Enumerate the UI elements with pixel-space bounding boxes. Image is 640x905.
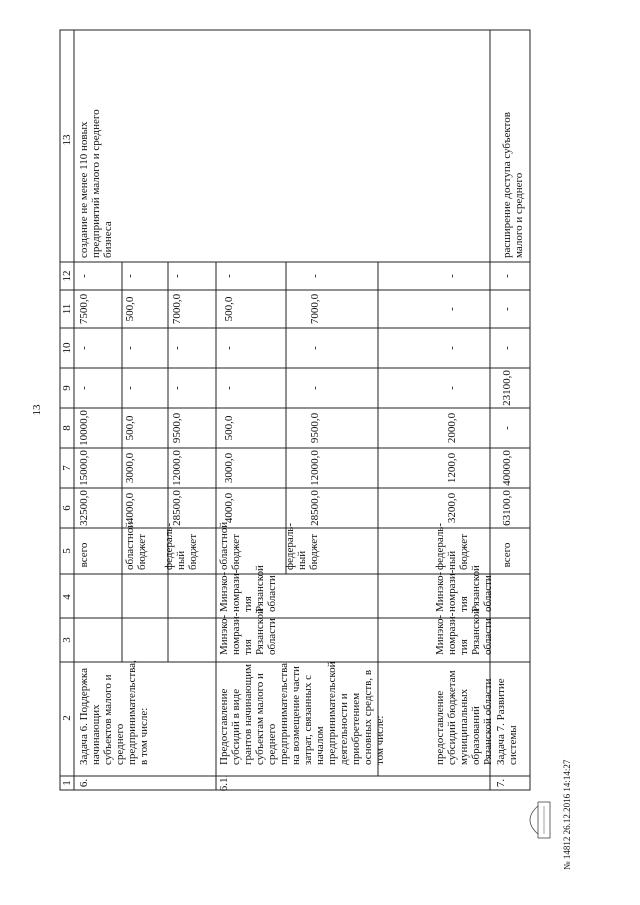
svg-text:Рязанской: Рязанской [254, 565, 266, 612]
col-header-2: 2 [61, 715, 73, 721]
row-6-reg-c8: 500,0 [124, 415, 136, 441]
row-6-fed-c6: 28500,0 [171, 490, 183, 526]
row-7-c11: - [501, 307, 513, 311]
row-7-c7: 40000,0 [501, 450, 513, 486]
svg-text:области: области [266, 575, 278, 612]
row-municipal-source: федераль- [434, 523, 446, 570]
svg-text:в том числе:: в том числе: [138, 707, 150, 765]
row-6-1-source-federal-3: бюджет [308, 534, 320, 570]
row-6-total-c12: - [78, 274, 90, 278]
svg-text:предпринимательской: предпринимательской [326, 661, 338, 765]
row-6-source-federal-3: бюджет [187, 534, 199, 570]
row-6-1-fed-c8: 9500,0 [309, 412, 321, 444]
row-6-fed-c11: 7000,0 [171, 293, 183, 325]
col-header-7: 7 [61, 465, 73, 471]
row-6-result-1: создание не менее 110 новых [78, 121, 90, 258]
svg-text:Рязанской: Рязанской [254, 608, 266, 655]
svg-text:деятельности и: деятельности и [338, 693, 350, 765]
svg-text:том числе:: том числе: [374, 715, 386, 765]
row-6-1-fed-c12: - [309, 274, 321, 278]
row-6-fed-c9: - [171, 386, 183, 390]
row-7-c6: 63100,0 [501, 490, 513, 526]
row-7-source: всего [501, 542, 513, 568]
row-7-result-2: малого и среднего [513, 172, 525, 258]
svg-text:Минэко-: Минэко- [218, 614, 230, 655]
row-6-1-source-federal: федераль- [284, 523, 296, 570]
svg-text:Минэко-: Минэко- [434, 614, 446, 655]
stamp-text: № 14812 26.12.2016 14:14:27 [562, 759, 572, 870]
svg-text:грантов начинающим: грантов начинающим [242, 664, 254, 765]
row-6-total-c6: 32500,0 [78, 490, 90, 526]
svg-text:основных средств, в: основных средств, в [362, 669, 374, 765]
col-header-6: 6 [61, 505, 73, 511]
col-header-10: 10 [61, 342, 73, 354]
row-6-1 [218, 274, 386, 791]
svg-text:Минэко-: Минэко- [218, 571, 230, 612]
svg-text:номрази-: номрази- [446, 612, 458, 655]
row-municipal-c6: 3200,0 [446, 492, 458, 524]
row-6-1-col4 [218, 565, 278, 612]
col-header-11: 11 [61, 303, 73, 315]
row-6-1-fed-c10: - [309, 346, 321, 350]
svg-text:номрази-: номрази- [230, 612, 242, 655]
row-6-fed-c10: - [171, 346, 183, 350]
svg-text:субъектам малого и: субъектам малого и [254, 673, 266, 765]
col-header-5: 5 [61, 548, 73, 554]
row-municipal-c8: 2000,0 [446, 412, 458, 444]
col-header-9: 9 [61, 385, 73, 391]
row-6-reg-c6: 4000,0 [124, 492, 136, 524]
row-6-result-2: предприятий малого и среднего [90, 109, 102, 258]
svg-text:начинающих: начинающих [90, 704, 102, 765]
row-6-fed-c12: - [171, 274, 183, 278]
col-header-8: 8 [61, 425, 73, 431]
svg-text:муниципальных: муниципальных [458, 688, 470, 765]
row-6-1-fed-c7: 12000,0 [309, 450, 321, 486]
row-6-1-source-regional: областной [218, 521, 230, 570]
row-6-1-source-federal-2: ный [296, 550, 308, 570]
svg-text:Рязанской области: Рязанской области [482, 678, 494, 765]
row-6-num: 6. [78, 778, 90, 788]
svg-text:началом: началом [314, 726, 326, 765]
page-number: 13 [31, 404, 43, 416]
row-6-source-federal-2: ный [175, 550, 187, 570]
row-7-result-1: расширение доступа субъектов [501, 112, 513, 258]
svg-text:среднего: среднего [266, 723, 278, 765]
row-7-c10: - [501, 346, 513, 350]
row-7-c12: - [501, 274, 513, 278]
row-municipal-col3 [434, 608, 494, 655]
svg-text:Задача 6. Поддержка: Задача 6. Поддержка [78, 668, 90, 765]
row-6-1-fed-c11: 7000,0 [309, 293, 321, 325]
row-7-name-2: системы [507, 725, 519, 765]
row-7-num: 7. [495, 778, 507, 788]
svg-text:предпринимательства,: предпринимательства, [126, 660, 138, 765]
svg-text:предоставление: предоставление [434, 690, 446, 765]
row-6-name [78, 660, 150, 765]
svg-text:Рязанской: Рязанской [470, 565, 482, 612]
row-6-1-fed-c6: 28500,0 [309, 490, 321, 526]
row-6-fed-c7: 12000,0 [171, 450, 183, 486]
col-header-1: 1 [61, 780, 73, 786]
row-6-reg-c12: - [124, 274, 136, 278]
row-municipal-c11: - [446, 307, 458, 311]
svg-text:на возмещение части: на возмещение части [290, 666, 302, 765]
row-municipal-c10: - [446, 346, 458, 350]
svg-text:субсидий в виде: субсидий в виде [230, 688, 242, 765]
svg-text:Предоставление: Предоставление [218, 688, 230, 765]
svg-text:тия: тия [242, 639, 254, 655]
registration-stamp [530, 759, 572, 870]
row-6-1-reg-c12: - [223, 274, 235, 278]
col-header-12: 12 [61, 270, 73, 282]
row-6-1-col3 [218, 608, 278, 655]
svg-text:Рязанской: Рязанской [470, 608, 482, 655]
row-6-total-c11: 7500,0 [78, 293, 90, 325]
svg-text:образований: образований [470, 706, 482, 765]
row-6-total-c7: 15000,0 [78, 450, 90, 486]
row-6-fed-c8: 9500,0 [171, 412, 183, 444]
row-municipal [434, 274, 494, 765]
row-6-source-regional-2: бюджет [136, 534, 148, 570]
row-municipal-source-3: бюджет [458, 534, 470, 570]
svg-text:предпринимательства: предпринимательства [278, 662, 290, 765]
row-6-reg-c7: 3000,0 [124, 452, 136, 484]
row-6-reg-c10: - [124, 346, 136, 350]
row-municipal-c9: - [446, 386, 458, 390]
row-6-source-federal: федераль- [163, 523, 175, 570]
svg-text:субъектов малого и: субъектов малого и [102, 674, 114, 765]
row-6-1-num: 6.1. [218, 774, 230, 792]
svg-text:приобретением: приобретением [350, 692, 362, 765]
row-municipal-source-2: ный [446, 550, 458, 570]
row-6-source-regional: областной [124, 521, 136, 570]
row-6-1-reg-c7: 3000,0 [223, 452, 235, 484]
svg-text:номрази-: номрази- [230, 569, 242, 612]
svg-text:номрази-: номрази- [446, 569, 458, 612]
row-6-1-reg-c10: - [223, 346, 235, 350]
row-6-1-fed-c9: - [309, 386, 321, 390]
svg-text:Минэко-: Минэко- [434, 571, 446, 612]
row-6-total-c10: - [78, 346, 90, 350]
row-6-result-3: бизнеса [102, 221, 114, 258]
row-municipal-c7: 1200,0 [446, 452, 458, 484]
svg-text:тия: тия [458, 596, 470, 612]
row-6-source-total: всего [78, 542, 90, 568]
svg-text:области: области [266, 618, 278, 655]
row-6-total-c8: 10000,0 [78, 410, 90, 446]
row-municipal-name [434, 670, 494, 765]
row-6-reg-c11: 500,0 [124, 296, 136, 322]
emblem-icon [530, 802, 550, 838]
svg-text:области: области [482, 618, 494, 655]
row-municipal-col4 [434, 565, 494, 612]
row-7-c9: 23100,0 [501, 370, 513, 406]
header-row [61, 134, 73, 786]
row-6-1-source-regional-2: бюджет [230, 534, 242, 570]
row-6-reg-c9: - [124, 386, 136, 390]
row-6-1-reg-c8: 500,0 [223, 415, 235, 441]
row-7 [495, 112, 525, 787]
svg-text:среднего: среднего [114, 723, 126, 765]
row-6-1-reg-c9: - [223, 386, 235, 390]
svg-text:области: области [482, 575, 494, 612]
row-6-1-name [218, 661, 386, 765]
svg-text:субсидий бюджетам: субсидий бюджетам [446, 670, 458, 765]
col-header-4: 4 [61, 594, 73, 600]
row-municipal-c12: - [446, 274, 458, 278]
row-7-c8: - [501, 426, 513, 430]
svg-text:затрат, связанных с: затрат, связанных с [302, 675, 314, 765]
row-7-name-1: Задача 7. Развитие [495, 678, 507, 765]
svg-text:тия: тия [458, 639, 470, 655]
row-6-1-reg-c6: 4000,0 [223, 492, 235, 524]
row-6-total-c9: - [78, 386, 90, 390]
col-header-13: 13 [61, 134, 73, 146]
svg-text:тия: тия [242, 596, 254, 612]
row-6-1-reg-c11: 500,0 [223, 296, 235, 322]
col-header-3: 3 [61, 637, 73, 643]
